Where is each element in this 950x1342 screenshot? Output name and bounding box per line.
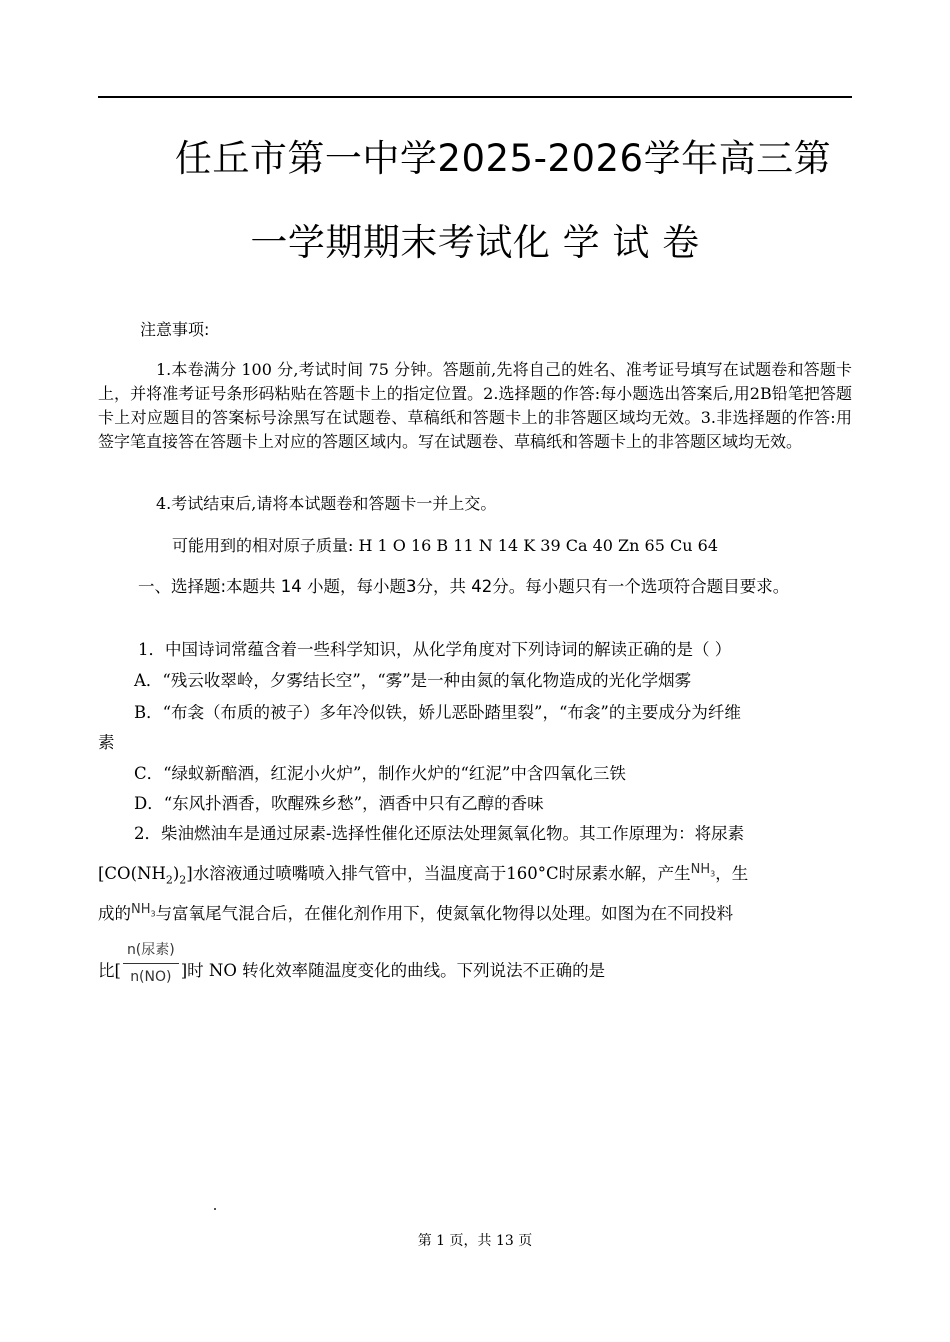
question-1-option-a: A．“残云收翠岭，夕雾结长空”，“雾”是一种由氮的氧化物造成的光化学烟雾 xyxy=(134,671,692,690)
atomic-mass-list: 可能用到的相对原子质量: H 1 O 16 B 11 N 14 K 39 Ca 40 Zn 65 Cu 64 xyxy=(172,536,718,555)
question-1-option-b: B．“布衾（布质的被子）多年冷似铁，娇儿恶卧踏里裂”，“布衾”的主要成分为纤维 xyxy=(134,703,741,722)
notes-paragraph-1: 1.本卷满分 100 分,考试时间 75 分钟。答题前,先将自己的姓名、准考证号填写在试题卷和答题卡上，并将准考证号条形码粘贴在答题卡上的指定位置。2.选择题的作答:每小题选出答案后,用2B铅笔把答题卡上对应题目的答案标号涂黑写在试题卷、草稿纸和答题卡上的非答题区域均无效。3.非选择题的作答:用签字笔直接答在答题卡上对应的答题区域内。写在试题卷、草稿纸和答题卡上的非答题区域均无效。 xyxy=(98,360,852,451)
question-1-option-d: D．“东风扑酒香，吹醒殊乡愁”，酒香中只有乙醇的香味 xyxy=(134,794,544,813)
question-1-stem: 1．中国诗词常蕴含着一些科学知识，从化学角度对下列诗词的解读正确的是（ ） xyxy=(138,640,732,659)
notes-paragraph-2: 4.考试结束后,请将本试题卷和答题卡一并上交。 xyxy=(156,494,497,513)
feed-ratio-fraction: $\frac{\text{n(尿素)}}{n(NO)}$ xyxy=(123,938,179,989)
nh3-formula: NH3 xyxy=(131,902,156,919)
exam-title-line2: 一学期期末考试化 学 试 卷 xyxy=(250,221,700,264)
section-1-heading: 一、选择题:本题共 14 小题，每小题3分，共 42分。每小题只有一个选项符合题目要求。 xyxy=(138,577,790,596)
nh3-formula: NH3 xyxy=(690,862,716,879)
question-2-line-4: 比[ $\frac{\text{n(尿素)}}{n(NO)}$ ]时 NO 转化效率随温度变化的曲线。下列说法不正确的是 xyxy=(98,946,605,997)
exam-title-line1: 任丘市第一中学2025-2026学年高三第 xyxy=(174,137,832,180)
question-1-option-c: C．“绿蚁新醅酒，红泥小火炉”，制作火炉的“红泥”中含四氧化三铁 xyxy=(134,764,626,783)
notes-heading: 注意事项: xyxy=(140,320,210,339)
question-2-line-3: 成的$^{NH_3}$与富氧尾气混合后，在催化剂作用下，使氮氧化物得以处理。如图为在不同投料 xyxy=(98,902,734,923)
stray-dot xyxy=(214,1208,216,1210)
question-2-line-1: 2．柴油燃油车是通过尿素-选择性催化还原法处理氮氧化物。其工作原理为：将尿素 xyxy=(134,824,745,843)
page-footer: 第 1 页，共 13 页 xyxy=(417,1233,533,1249)
question-2-line-2: $[CO(NH_2)_2]$水溶液通过喷嘴喷入排气管中，当温度高于160°C时尿素水解，产生$^{NH_3}$，生 xyxy=(98,862,749,887)
header-rule xyxy=(98,96,852,98)
question-1-option-b-continued: 素 xyxy=(98,733,115,752)
